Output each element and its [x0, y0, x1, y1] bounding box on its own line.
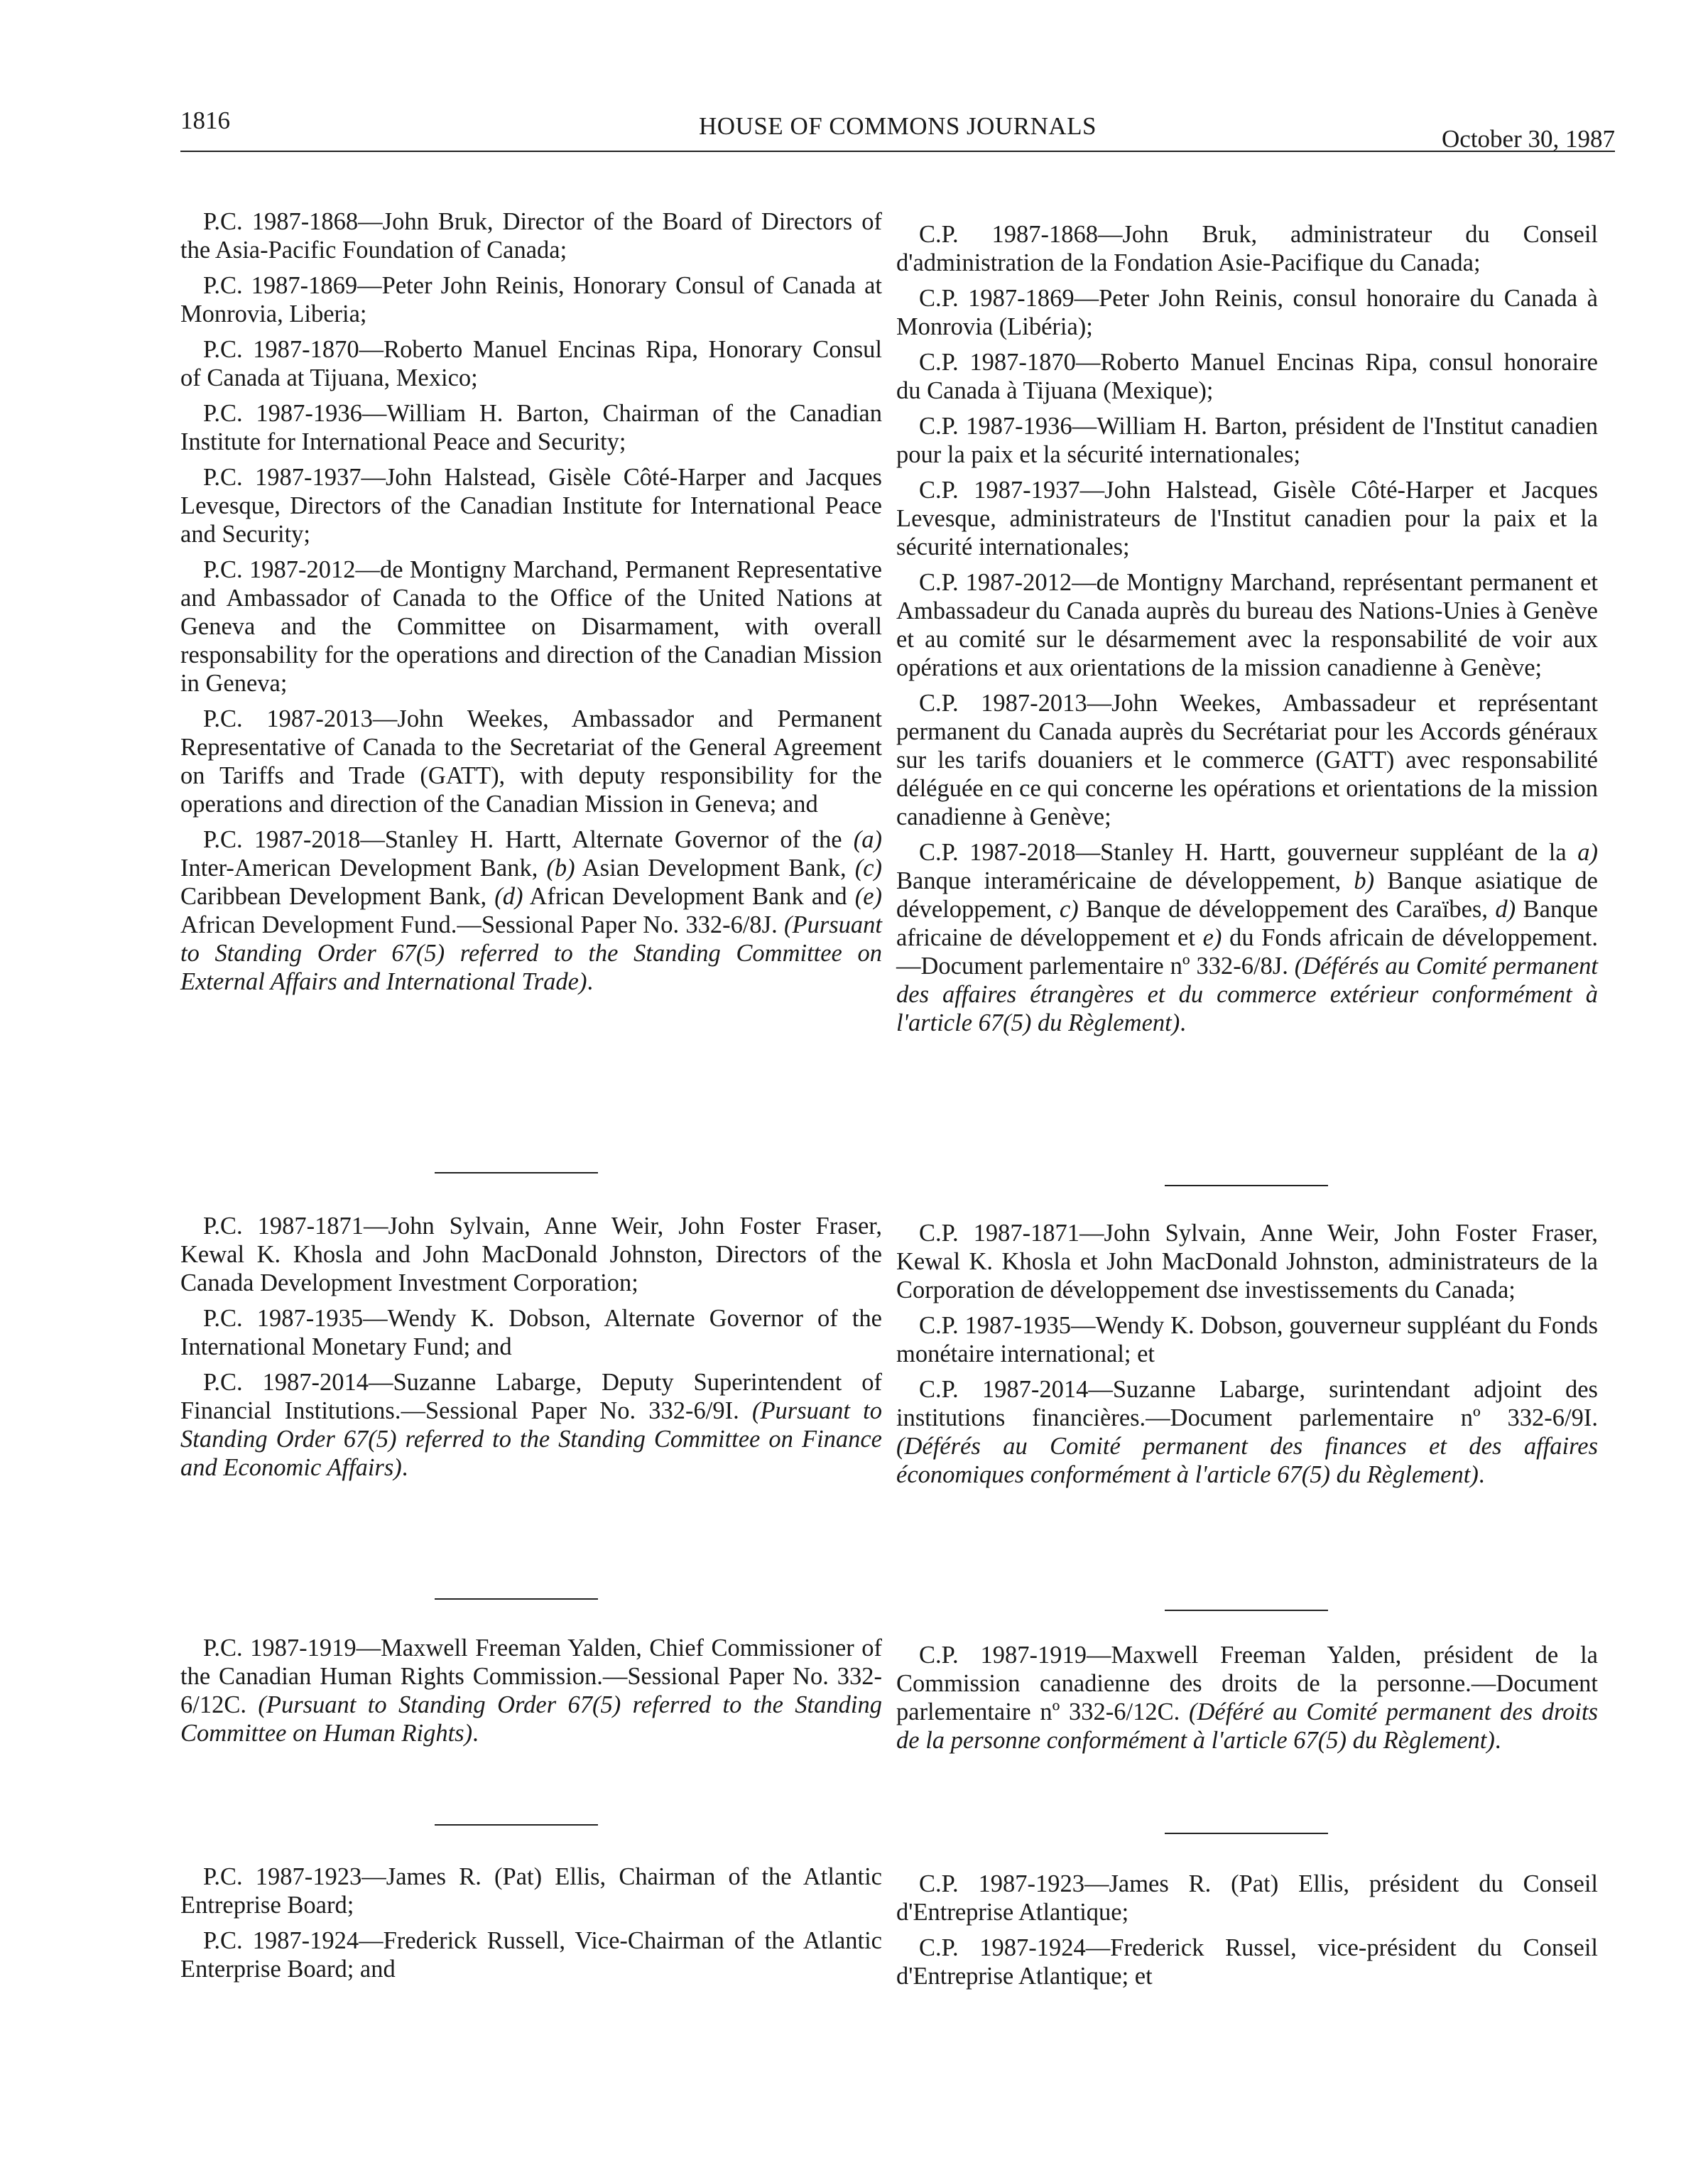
french-entry-referral: C.P. 1987-2018—Stanley H. Hartt, gouverneur suppléant de la a) Banque interaméricaine de développement, b) Banque asiatique de développement, c) Banque de développement des Caraïbes, d) Banque africaine de développement et e) du Fonds africain de développement.—Document parlementaire nº 332-6/8J. (Déférés au Comité permanent des affaires étrangères et du commerce extérieur conformément à l'article 67(5) du Règlement). — [896, 839, 1598, 1036]
french-entry: C.P. 1987-2013—John Weekes, Ambassadeur et représentant permanent du Canada auprès du Secrétariat pour les Accords généraux sur les tarifs douaniers et le commerce (GATT) avec responsabilité déléguée en ce qui concerne les opérations et orientations de la mission canadienne à Genève; — [896, 690, 1598, 830]
french-section-1 — [896, 220, 1598, 1044]
english-section-1 — [180, 207, 882, 1003]
english-entry-referral: P.C. 1987-2014—Suzanne Labarge, Deputy Superintendent of Financial Institutions.—Sessional Paper No. 332-6/9I. (Pursuant to Standing Order 67(5) referred to the Standing Committee on Finance and Economic Affairs). — [180, 1369, 882, 1481]
french-entry: C.P. 1987-1924—Frederick Russel, vice-président du Conseil d'Entreprise Atlantique; et — [896, 1934, 1598, 1990]
english-entry: P.C. 1987-1935—Wendy K. Dobson, Alternate Governor of the International Monetary Fund; and — [180, 1305, 882, 1360]
journal-title: HOUSE OF COMMONS JOURNALS — [699, 112, 1097, 140]
section-separator — [435, 1824, 598, 1826]
french-entry-referral: C.P. 1987-2014—Suzanne Labarge, surintendant adjoint des institutions financières.—Document parlementaire nº 332-6/9I. (Déférés au Comité permanent des finances et des affaires économiques conformément à l'article 67(5) du Règlement). — [896, 1376, 1598, 1488]
french-entry: C.P. 1987-1935—Wendy K. Dobson, gouverneur suppléant du Fonds monétaire international; et — [896, 1312, 1598, 1367]
english-entry: P.C. 1987-1868—John Bruk, Director of the Board of Directors of the Asia-Pacific Foundation of Canada; — [180, 208, 882, 264]
english-section-4 — [180, 1863, 882, 1990]
english-entry: P.C. 1987-1924—Frederick Russell, Vice-Chairman of the Atlantic Enterprise Board; and — [180, 1927, 882, 1983]
french-section-4 — [896, 1870, 1598, 1997]
header-rule — [180, 151, 1615, 152]
english-entry-referral: P.C. 1987-1919—Maxwell Freeman Yalden, Chief Commissioner of the Canadian Human Rights Commission.—Sessional Paper No. 332-6/12C. (Pursuant to Standing Order 67(5) referred to the Standing Committee on Human Rights). — [180, 1635, 882, 1747]
english-entry-referral: P.C. 1987-2018—Stanley H. Hartt, Alternate Governor of the (a) Inter-American Development Bank, (b) Asian Development Bank, (c) Caribbean Development Bank, (d) African Development Bank and (e) African Development Fund.—Sessional Paper No. 332-6/8J. (Pursuant to Standing Order 67(5) referred to the Standing Committee on External Affairs and International Trade). — [180, 826, 882, 995]
french-entry: C.P. 1987-1870—Roberto Manuel Encinas Ripa, consul honoraire du Canada à Tijuana (Mexique); — [896, 349, 1598, 404]
section-separator — [1165, 1185, 1328, 1186]
french-section-3 — [896, 1641, 1598, 1762]
french-entry-referral: C.P. 1987-1919—Maxwell Freeman Yalden, président de la Commission canadienne des droits de la personne.—Document parlementaire nº 332-6/12C. (Déféré au Comité permanent des droits de la personne conformément à l'article 67(5) du Règlement). — [896, 1642, 1599, 1754]
journal-date: October 30, 1987 — [1442, 125, 1615, 153]
section-separator — [435, 1598, 598, 1600]
french-entry: C.P. 1987-1936—William H. Barton, président de l'Institut canadien pour la paix et la sécurité internationales; — [896, 413, 1598, 468]
english-entry: P.C. 1987-2013—John Weekes, Ambassador and Permanent Representative of Canada to the Secretariat of the General Agreement on Tariffs and Trade (GATT), with deputy responsibility for the operations and direction of the Canadian Mission in Geneva; and — [180, 705, 882, 818]
section-separator — [435, 1172, 598, 1173]
english-entry: P.C. 1987-2012—de Montigny Marchand, Permanent Representative and Ambassador of Canada to the Office of the United Nations at Geneva and the Committee on Disarmament, with overall responsability for the operations and direction of the Canadian Mission in Geneva; — [180, 556, 882, 697]
english-entry: P.C. 1987-1936—William H. Barton, Chairman of the Canadian Institute for International Peace and Security; — [180, 400, 882, 455]
english-entry: P.C. 1987-1937—John Halstead, Gisèle Côté-Harper and Jacques Levesque, Directors of the Canadian Institute for International Peace and Security; — [180, 464, 882, 548]
french-section-2 — [896, 1219, 1598, 1496]
section-separator — [1165, 1833, 1328, 1834]
english-section-3 — [180, 1634, 882, 1755]
english-entry: P.C. 1987-1870—Roberto Manuel Encinas Ripa, Honorary Consul of Canada at Tijuana, Mexico; — [180, 336, 882, 391]
french-entry: C.P. 1987-1923—James R. (Pat) Ellis, président du Conseil d'Entreprise Atlantique; — [896, 1870, 1598, 1926]
french-entry: C.P. 1987-1868—John Bruk, administrateur du Conseil d'administration de la Fondation Asie-Pacifique du Canada; — [896, 221, 1598, 276]
page-header — [180, 107, 1615, 153]
page-number: 1816 — [180, 107, 230, 134]
french-entry: C.P. 1987-1871—John Sylvain, Anne Weir, John Foster Fraser, Kewal K. Khosla et John MacDonald Johnston, administrateurs de la Corporation de développement dse investissements du Canada; — [896, 1220, 1598, 1303]
english-entry: P.C. 1987-1869—Peter John Reinis, Honorary Consul of Canada at Monrovia, Liberia; — [180, 272, 882, 327]
english-entry: P.C. 1987-1871—John Sylvain, Anne Weir, John Foster Fraser, Kewal K. Khosla and John MacDonald Johnston, Directors of the Canada Development Investment Corporation; — [180, 1213, 882, 1296]
french-entry: C.P. 1987-2012—de Montigny Marchand, représentant permanent et Ambassadeur du Canada auprès du bureau des Nations-Unies à Genève et au comité sur le désarmement avec la responsabilité de voir aux opérations et aux orientations de la mission canadienne à Genève; — [896, 569, 1598, 681]
english-entry: P.C. 1987-1923—James R. (Pat) Ellis, Chairman of the Atlantic Entreprise Board; — [180, 1863, 882, 1919]
section-separator — [1165, 1610, 1328, 1611]
french-entry: C.P. 1987-1869—Peter John Reinis, consul honoraire du Canada à Monrovia (Libéria); — [896, 285, 1598, 340]
french-entry: C.P. 1987-1937—John Halstead, Gisèle Côté-Harper et Jacques Levesque, administrateurs de l'Institut canadien pour la paix et la sécurité internationales; — [896, 477, 1598, 560]
english-section-2 — [180, 1212, 882, 1489]
